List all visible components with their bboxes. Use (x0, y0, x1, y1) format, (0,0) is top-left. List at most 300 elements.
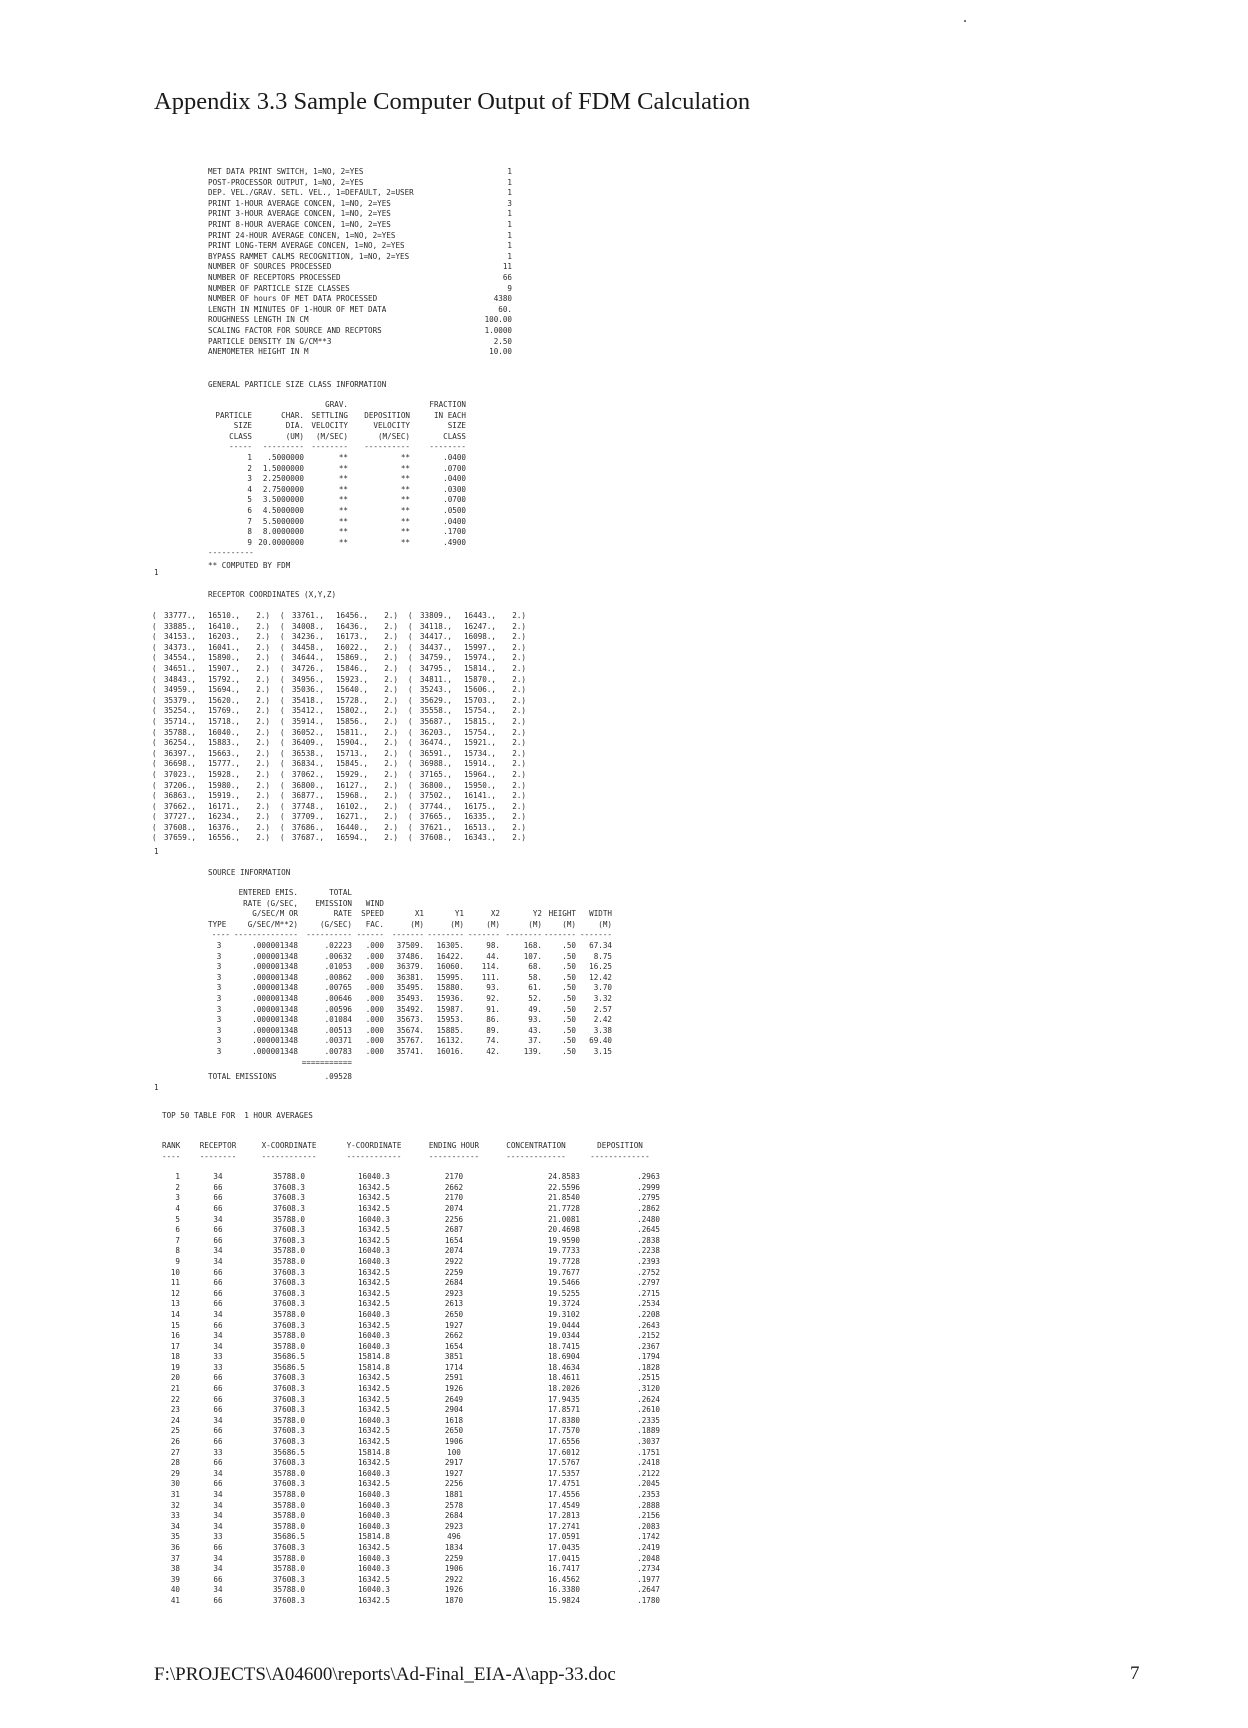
table-row (162, 1373, 660, 1384)
source-cell: 12.42 (589, 972, 612, 982)
open-paren: ( (408, 791, 413, 801)
particle-header-cell: (M/SEC) (377, 431, 410, 441)
receptor-y: 15777., (207, 759, 240, 769)
open-paren: ( (408, 706, 413, 716)
top50-cell: 34 (213, 1500, 223, 1510)
receptor-z: 2.) (512, 653, 526, 663)
open-paren: ( (152, 632, 157, 642)
source-cell: 16016. (436, 1046, 464, 1056)
source-header-cell: TYPE (208, 919, 227, 929)
open-paren: ( (280, 822, 285, 832)
receptor-row (152, 632, 536, 643)
receptor-y: 16234., (207, 812, 240, 822)
receptor-y: 15802., (335, 706, 368, 716)
receptor-y: 16040., (207, 727, 240, 737)
receptor-y: 16098., (463, 632, 496, 642)
receptor-y: 15919., (207, 791, 240, 801)
open-paren: ( (408, 812, 413, 822)
particle-cell: 4 (247, 484, 252, 494)
receptor-y: 15929., (335, 769, 368, 779)
source-cell: 49. (528, 1004, 542, 1014)
top50-cell: .1977 (637, 1574, 660, 1584)
top50-cell: 66 (213, 1288, 223, 1298)
source-cell: 15995. (436, 972, 464, 982)
open-paren: ( (152, 769, 157, 779)
top50-cell: 2684 (444, 1511, 464, 1521)
receptor-z: 2.) (384, 738, 398, 748)
receptor-z: 2.) (384, 706, 398, 716)
source-header-cell: -------- (505, 930, 542, 940)
table-row (162, 1395, 660, 1406)
receptor-z: 2.) (512, 611, 526, 620)
receptor-x: 37062., (291, 769, 324, 779)
top50-cell: 1927 (444, 1468, 464, 1478)
top50-cell: .2734 (637, 1564, 660, 1574)
table-row (162, 1554, 660, 1565)
open-paren: ( (408, 611, 413, 620)
source-cell: 3 (216, 983, 222, 993)
receptor-x: 36591., (419, 748, 452, 758)
top50-cell: 17.0435 (547, 1542, 580, 1552)
top50-cell: 40 (170, 1585, 180, 1595)
top50-cell: 16342.5 (357, 1373, 390, 1383)
receptor-x: 35714., (163, 716, 196, 726)
particle-cell: 8.0000000 (262, 527, 304, 537)
top50-cell: 34 (213, 1585, 223, 1595)
source-cell: .00632 (324, 951, 352, 961)
particle-header-cell: -------- (311, 442, 348, 452)
setting-row (208, 199, 512, 210)
particle-row (208, 495, 466, 506)
top50-cell: 66 (213, 1267, 223, 1277)
particle-cell: 9 (247, 537, 252, 547)
table-row (162, 1236, 660, 1247)
top50-cell: .2152 (637, 1331, 660, 1341)
source-row (208, 952, 612, 963)
top50-cell: 28 (170, 1458, 180, 1468)
table-row (162, 1564, 660, 1575)
top50-cell: 20 (170, 1373, 180, 1383)
table-row (162, 1321, 660, 1332)
receptor-z: 2.) (384, 801, 398, 811)
receptor-x: 37659., (163, 833, 196, 843)
top50-header-cell: RANK (162, 1141, 181, 1150)
open-paren: ( (280, 748, 285, 758)
top50-cell: 10 (170, 1267, 180, 1277)
top50-cell: 35788.0 (272, 1521, 305, 1531)
open-paren: ( (408, 822, 413, 832)
top50-cell: 16342.5 (357, 1278, 390, 1288)
top50-cell: 17.0415 (547, 1553, 580, 1563)
top50-cell: 16.7417 (547, 1564, 580, 1574)
particle-cell: .0400 (443, 516, 466, 526)
receptor-z: 2.) (256, 611, 270, 620)
particle-cell: 1 (247, 452, 252, 462)
table-row (162, 1268, 660, 1279)
source-cell: .000 (365, 940, 384, 950)
receptor-y: 16173., (335, 632, 368, 642)
open-paren: ( (152, 653, 157, 663)
open-paren: ( (280, 727, 285, 737)
receptor-row (152, 717, 536, 728)
source-header-cell: (M) (598, 919, 612, 929)
source-cell: .000001348 (252, 983, 298, 993)
open-paren: ( (408, 621, 413, 631)
receptor-z: 2.) (384, 791, 398, 801)
receptor-x: 37665., (419, 812, 452, 822)
receptor-z: 2.) (256, 769, 270, 779)
setting-value: 4380 (493, 294, 512, 304)
receptor-y: 15904., (335, 738, 368, 748)
top50-cell: .2647 (637, 1585, 660, 1595)
open-paren: ( (280, 780, 285, 790)
particle-row (208, 485, 466, 496)
source-header-cell: Y1 (454, 909, 464, 919)
receptor-z: 2.) (512, 727, 526, 737)
source-header-cell (542, 899, 576, 910)
source-cell: 37486. (396, 951, 424, 961)
source-cell: 3 (216, 1046, 222, 1056)
source-header-cell (208, 888, 230, 899)
receptor-y: 15964., (463, 769, 496, 779)
table-row (162, 1172, 660, 1183)
receptor-y: 16594., (335, 833, 368, 843)
top50-cell: .2795 (637, 1193, 660, 1203)
top50-cell: 2684 (444, 1278, 464, 1288)
receptor-y: 15869., (335, 653, 368, 663)
table-row (162, 1437, 660, 1448)
particle-cell: .0400 (443, 452, 466, 462)
receptor-y: 16271., (335, 812, 368, 822)
source-cell: 16.25 (589, 962, 612, 972)
top50-cell: 16040.3 (357, 1331, 390, 1341)
source-cell: 107. (523, 951, 542, 961)
top50-cell: 2687 (444, 1225, 464, 1235)
top50-header-row (162, 1141, 660, 1152)
source-cell: .000001348 (252, 972, 298, 982)
top50-cell: 66 (213, 1299, 223, 1309)
open-paren: ( (152, 621, 157, 631)
receptor-z: 2.) (512, 706, 526, 716)
receptor-y: 16513., (463, 822, 496, 832)
top50-cell: .2418 (637, 1458, 660, 1468)
open-paren: ( (408, 738, 413, 748)
receptor-y: 15620., (207, 695, 240, 705)
receptor-z: 2.) (256, 695, 270, 705)
top50-cell: 19.5255 (547, 1288, 580, 1298)
top50-cell: 37608.3 (272, 1203, 305, 1213)
top50-cell: 2917 (444, 1458, 464, 1468)
receptor-x: 34008., (291, 621, 324, 631)
source-cell: 3 (216, 1004, 222, 1014)
top50-header-cell: RECEPTOR (199, 1141, 237, 1150)
source-header-cell (464, 899, 500, 910)
top50-cell: 37608.3 (272, 1235, 305, 1245)
source-header-cell (384, 888, 424, 899)
particle-header-cell: VELOCITY (373, 421, 410, 431)
receptor-y: 16171., (207, 801, 240, 811)
source-cell: .50 (562, 972, 576, 982)
source-cell: .000 (365, 1015, 384, 1025)
particle-header-cell: -------- (429, 442, 466, 452)
source-cell: 139. (523, 1046, 542, 1056)
top50-cell: 14 (170, 1309, 180, 1319)
top50-cell: 66 (213, 1437, 223, 1447)
source-header-cell: TOTAL (329, 888, 352, 897)
top50-cell: 16040.3 (357, 1521, 390, 1531)
receptor-row (152, 675, 536, 686)
receptor-x: 35379., (163, 695, 196, 705)
setting-row (208, 305, 512, 316)
top50-cell: 17.8380 (547, 1415, 580, 1425)
source-cell: 2.57 (593, 1004, 612, 1014)
receptor-z: 2.) (384, 759, 398, 769)
top50-cell: 3 (175, 1193, 180, 1203)
table-row (162, 1458, 660, 1469)
particle-cell: ** (400, 474, 410, 484)
receptor-y: 16556., (207, 833, 240, 843)
setting-label: PRINT 1-HOUR AVERAGE CONCEN, 1=NO, 2=YES (208, 198, 391, 208)
open-paren: ( (408, 642, 413, 652)
page-break-marker: 1 (154, 568, 159, 577)
receptor-y: 15980., (207, 780, 240, 790)
open-paren: ( (152, 674, 157, 684)
receptor-z: 2.) (256, 748, 270, 758)
receptor-x: 35629., (419, 695, 452, 705)
top50-cell: 13 (170, 1299, 180, 1309)
open-paren: ( (408, 653, 413, 663)
top50-cell: 1906 (444, 1437, 464, 1447)
open-paren: ( (152, 642, 157, 652)
receptor-row (152, 738, 536, 749)
particle-header-cell: (UM) (285, 431, 304, 441)
table-row (162, 1257, 660, 1268)
top50-cell: 19.7677 (547, 1267, 580, 1277)
top50-cell: 2922 (444, 1256, 464, 1266)
particle-header-cell: CHAR. (281, 410, 304, 420)
top50-cell: 37608.3 (272, 1225, 305, 1235)
receptor-x: 36698., (163, 759, 196, 769)
top50-cell: 35788.0 (272, 1172, 305, 1182)
top50-cell: .2122 (637, 1468, 660, 1478)
top50-cell: .2643 (637, 1320, 660, 1330)
top50-cell: 34 (213, 1341, 223, 1351)
receptor-row (152, 643, 536, 654)
receptor-x: 35418., (291, 695, 324, 705)
top50-cell: 19.7733 (547, 1246, 580, 1256)
top50-cell: 24.8583 (547, 1172, 580, 1182)
top50-cell: 16342.5 (357, 1574, 390, 1584)
source-cell: 15880. (436, 983, 464, 993)
source-cell: .000 (365, 1036, 384, 1046)
setting-value: 1 (507, 230, 512, 240)
receptor-x: 34153., (163, 632, 196, 642)
top50-cell: 17.6012 (547, 1447, 580, 1457)
receptor-z: 2.) (512, 780, 526, 790)
top50-cell: 39 (170, 1574, 180, 1584)
source-header-cell (500, 899, 542, 910)
source-cell: 3 (216, 993, 222, 1003)
source-header-cell: EMISSION (315, 898, 352, 908)
source-header-cell: ------- (467, 930, 500, 940)
receptor-x: 35243., (419, 685, 452, 695)
source-row (208, 962, 612, 973)
receptor-y: 15846., (335, 663, 368, 673)
setting-label: PRINT 8-HOUR AVERAGE CONCEN, 1=NO, 2=YES (208, 219, 391, 229)
source-cell: 3 (216, 972, 222, 982)
top50-cell: 2259 (444, 1553, 464, 1563)
table-row (162, 1405, 660, 1416)
open-paren: ( (280, 716, 285, 726)
top50-cell: 17.0591 (547, 1532, 580, 1542)
receptor-z: 2.) (256, 791, 270, 801)
particle-cell: 5 (247, 495, 252, 505)
open-paren: ( (408, 674, 413, 684)
top50-cell: 17.7570 (547, 1426, 580, 1436)
top50-cell: 19.9590 (547, 1235, 580, 1245)
top50-cell: 41 (170, 1595, 180, 1605)
receptor-z: 2.) (256, 685, 270, 695)
open-paren: ( (152, 812, 157, 822)
open-paren: ( (280, 674, 285, 684)
source-cell: 37509. (396, 940, 424, 950)
source-cell: 93. (528, 1015, 542, 1025)
source-header-cell: WIND (365, 898, 384, 908)
top50-cell: 35788.0 (272, 1331, 305, 1341)
setting-label: BYPASS RAMMET CALMS RECOGNITION, 1=NO, 2=YES (208, 251, 410, 261)
open-paren: ( (408, 833, 413, 843)
open-paren: ( (152, 748, 157, 758)
top50-cell: 2650 (444, 1309, 464, 1319)
source-cell: 37. (528, 1036, 542, 1046)
particle-header-cell: DIA. (285, 421, 304, 431)
table-row (162, 1331, 660, 1342)
particle-cell: 8 (247, 527, 252, 537)
particle-cell: 20.0000000 (258, 537, 304, 547)
top50-cell: 37608.3 (272, 1405, 305, 1415)
particle-table (208, 400, 466, 572)
top50-cell: 2923 (444, 1521, 464, 1531)
receptor-z: 2.) (512, 759, 526, 769)
setting-label: PARTICLE DENSITY IN G/CM**3 (208, 336, 332, 346)
receptor-y: 15921., (463, 738, 496, 748)
receptor-y: 16141., (463, 791, 496, 801)
table-row (162, 1575, 660, 1586)
receptor-z: 2.) (512, 663, 526, 673)
top50-cell: 37608.3 (272, 1182, 305, 1192)
top50-cell: 17.9435 (547, 1394, 580, 1404)
top50-cell: 66 (213, 1193, 223, 1203)
particle-header-cell: --------- (262, 442, 304, 452)
source-cell: .000001348 (252, 951, 298, 961)
source-header-cell: (M) (562, 919, 576, 929)
source-cell: .00513 (324, 1025, 352, 1035)
source-cell: 69.40 (589, 1036, 612, 1046)
receptor-x: 36397., (163, 748, 196, 758)
source-cell: 35767. (396, 1036, 424, 1046)
particle-row (208, 474, 466, 485)
top50-cell: 29 (170, 1468, 180, 1478)
source-cell: .50 (562, 951, 576, 961)
top50-cell: 15814.8 (357, 1532, 390, 1542)
top50-cell: 16342.5 (357, 1299, 390, 1309)
top50-cell: 16342.5 (357, 1225, 390, 1235)
open-paren: ( (152, 759, 157, 769)
source-row (208, 941, 612, 952)
source-header-cell: ---- (211, 930, 230, 940)
top50-cell: 17.4549 (547, 1500, 580, 1510)
particle-row (208, 506, 466, 517)
receptor-x: 34554., (163, 653, 196, 663)
receptor-x: 37662., (163, 801, 196, 811)
top50-cell: 16342.5 (357, 1384, 390, 1394)
source-cell: 3 (216, 1025, 222, 1035)
particle-cell: 2.7500000 (262, 484, 304, 494)
source-header-cell: ENTERED EMIS. (238, 888, 298, 897)
open-paren: ( (280, 738, 285, 748)
receptor-x: 34956., (291, 674, 324, 684)
particle-row (208, 453, 466, 464)
receptor-z: 2.) (384, 769, 398, 779)
source-cell: .000 (365, 1046, 384, 1056)
top50-header-cell: ENDING HOUR (428, 1141, 480, 1150)
receptor-y: 16041., (207, 642, 240, 652)
top50-cell: 1714 (444, 1362, 464, 1372)
source-header-cell (424, 899, 464, 910)
receptor-z: 2.) (256, 759, 270, 769)
source-cell: 35741. (396, 1046, 424, 1056)
table-row (162, 1352, 660, 1363)
top50-cell: .3120 (637, 1384, 660, 1394)
top50-cell: .1780 (637, 1595, 660, 1605)
receptor-y: 15815., (463, 716, 496, 726)
top50-cell: 8 (175, 1246, 180, 1256)
table-row (162, 1193, 660, 1204)
source-header-cell: (M) (528, 919, 542, 929)
receptor-z: 2.) (512, 674, 526, 684)
top50-cell: 32 (170, 1500, 180, 1510)
particle-header-cell (208, 400, 252, 411)
source-header-cell (208, 909, 230, 920)
top50-cell: 16040.3 (357, 1511, 390, 1521)
receptor-y: 16102., (335, 801, 368, 811)
open-paren: ( (152, 716, 157, 726)
table-row (162, 1384, 660, 1395)
table-row (162, 1225, 660, 1236)
receptor-z: 2.) (256, 621, 270, 631)
particle-cell: .0500 (443, 505, 466, 515)
top50-cell: 37608.3 (272, 1479, 305, 1489)
particle-cell: ** (338, 474, 348, 484)
top50-cell: 19.3724 (547, 1299, 580, 1309)
receptor-x: 37744., (419, 801, 452, 811)
top50-cell: .1794 (637, 1352, 660, 1362)
receptor-x: 36254., (163, 738, 196, 748)
particle-cell: ** (400, 484, 410, 494)
top50-cell: .2888 (637, 1500, 660, 1510)
setting-label: SCALING FACTOR FOR SOURCE AND RECPTORS (208, 325, 382, 335)
top50-cell: 2662 (444, 1331, 464, 1341)
receptor-x: 37727., (163, 812, 196, 822)
top50-dash-cell: ------------ (261, 1151, 317, 1161)
top50-cell: 16040.3 (357, 1172, 390, 1182)
page-break-marker: 1 (154, 1083, 159, 1092)
top50-cell: 66 (213, 1405, 223, 1415)
receptor-z: 2.) (384, 812, 398, 822)
source-cell: .000 (365, 1004, 384, 1014)
top50-cell: 17.4751 (547, 1479, 580, 1489)
source-cell: 15936. (436, 993, 464, 1003)
